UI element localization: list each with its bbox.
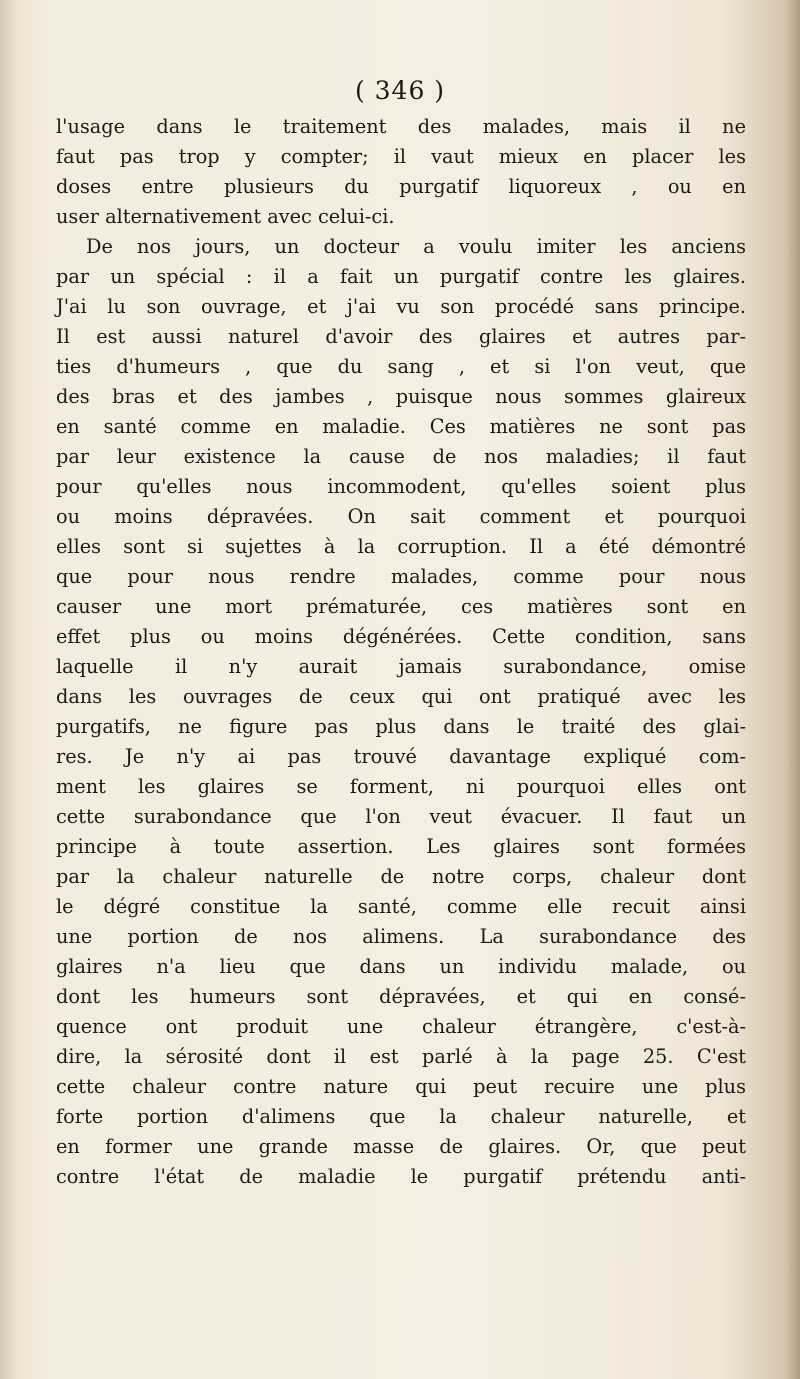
page-left-edge (0, 0, 18, 1379)
text-line: une portion de nos alimens. La surabondance des (56, 925, 746, 948)
text-line: dans les ouvrages de ceux qui ont pratiqué avec les (56, 685, 746, 708)
text-line: par la chaleur naturelle de notre corps, chaleur dont (56, 865, 746, 888)
text-line: dont les humeurs sont dépravées, et qui en consé- (56, 985, 746, 1008)
text-line: faut pas trop y compter; il vaut mieux en placer les (56, 145, 746, 168)
text-line: pour qu'elles nous incommodent, qu'elles soient plus (56, 475, 746, 498)
text-line: le dégré constitue la santé, comme elle recuit ainsi (56, 895, 746, 918)
text-line: user alternativement avec celui-ci. (56, 205, 395, 228)
text-line: doses entre plusieurs du purgatif liquoreux , ou en (56, 175, 746, 198)
text-line: effet plus ou moins dégénérées. Cette condition, sans (56, 625, 746, 648)
text-line: glaires n'a lieu que dans un individu malade, ou (56, 955, 746, 978)
text-line: ou moins dépravées. On sait comment et pourquoi (56, 505, 746, 528)
text-line: dire, la sérosité dont il est parlé à la page 25. C'est (56, 1045, 746, 1068)
text-line: contre l'état de maladie le purgatif prétendu anti- (56, 1165, 746, 1188)
text-line: cette surabondance que l'on veut évacuer. Il faut un (56, 805, 746, 828)
text-line: De nos jours, un docteur a voulu imiter les anciens (86, 235, 746, 258)
text-line: quence ont produit une chaleur étrangère, c'est-à- (56, 1015, 746, 1038)
text-line: des bras et des jambes , puisque nous sommes glaireux (56, 385, 746, 408)
text-line: forte portion d'alimens que la chaleur naturelle, et (56, 1105, 746, 1128)
text-line: par un spécial : il a fait un purgatif contre les glaires. (56, 265, 746, 288)
text-line: J'ai lu son ouvrage, et j'ai vu son procédé sans principe. (56, 295, 746, 318)
text-line: ment les glaires se forment, ni pourquoi elles ont (56, 775, 746, 798)
text-line: principe à toute assertion. Les glaires sont formées (56, 835, 746, 858)
body-text (56, 112, 746, 1192)
text-line: elles sont si sujettes à la corruption. Il a été démontré (56, 535, 746, 558)
text-line: cette chaleur contre nature qui peut recuire une plus (56, 1075, 746, 1098)
text-line: en former une grande masse de glaires. Or, que peut (56, 1135, 746, 1158)
text-line: laquelle il n'y aurait jamais surabondance, omise (56, 655, 746, 678)
text-line: en santé comme en maladie. Ces matières ne sont pas (56, 415, 746, 438)
text-line: causer une mort prématurée, ces matières sont en (56, 595, 746, 618)
text-line: res. Je n'y ai pas trouvé davantage expliqué com- (56, 745, 746, 768)
text-line: par leur existence la cause de nos maladies; il faut (56, 445, 746, 468)
text-line: ties d'humeurs , que du sang , et si l'on veut, que (56, 355, 746, 378)
text-line: que pour nous rendre malades, comme pour nous (56, 565, 746, 588)
text-line: purgatifs, ne figure pas plus dans le traité des glai- (56, 715, 746, 738)
text-line: l'usage dans le traitement des malades, mais il ne (56, 115, 746, 138)
text-line: Il est aussi naturel d'avoir des glaires et autres par- (56, 325, 746, 348)
page-number: ( 346 ) (354, 76, 446, 105)
page-right-edge (786, 0, 800, 1379)
